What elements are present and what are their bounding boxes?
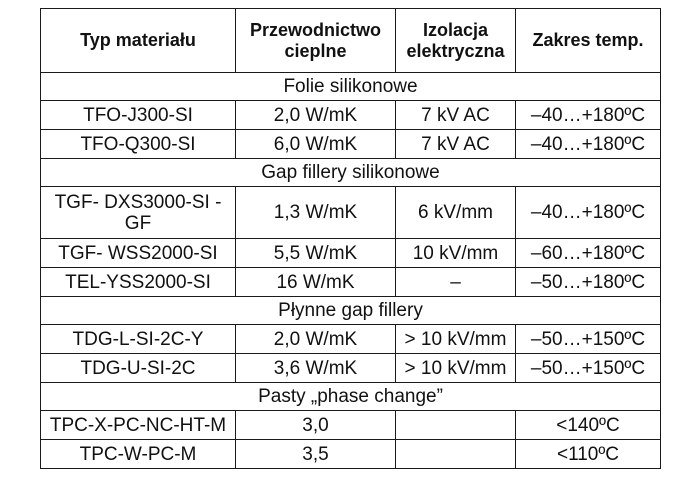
cell-temp-range: –60…+180ºC xyxy=(516,239,661,268)
cell-conductivity: 3,6 W/mK xyxy=(236,354,396,383)
header-temperature-range: Zakres temp. xyxy=(516,9,661,73)
table-row xyxy=(41,440,661,469)
cell-material-type: TPC-W-PC-M xyxy=(41,440,236,469)
table-row xyxy=(41,268,661,297)
table-row xyxy=(41,325,661,354)
cell-material-type: TPC-X-PC-NC-HT-M xyxy=(41,411,236,440)
header-thermal-conductivity: Przewodnictwo cieplne xyxy=(236,9,396,73)
cell-material-type: TDG-L-SI-2C-Y xyxy=(41,325,236,354)
cell-conductivity: 6,0 W/mK xyxy=(236,130,396,159)
cell-insulation: 10 kV/mm xyxy=(396,239,516,268)
cell-insulation: 6 kV/mm xyxy=(396,187,516,239)
cell-temp-range: <110ºC xyxy=(516,440,661,469)
cell-insulation: 7 kV AC xyxy=(396,101,516,130)
section-row xyxy=(41,383,661,411)
table-row xyxy=(41,187,661,239)
section-title: Płynne gap fillery xyxy=(41,297,661,325)
section-title: Pasty „phase change” xyxy=(41,383,661,411)
cell-temp-range: –40…+180ºC xyxy=(516,101,661,130)
cell-conductivity: 16 W/mK xyxy=(236,268,396,297)
cell-insulation xyxy=(396,440,516,469)
section-row xyxy=(41,159,661,187)
header-material-type: Typ materiału xyxy=(41,9,236,73)
cell-conductivity: 2,0 W/mK xyxy=(236,101,396,130)
cell-conductivity: 3,0 xyxy=(236,411,396,440)
table-row xyxy=(41,101,661,130)
cell-insulation: > 10 kV/mm xyxy=(396,354,516,383)
cell-conductivity: 3,5 xyxy=(236,440,396,469)
cell-conductivity: 5,5 W/mK xyxy=(236,239,396,268)
cell-insulation: – xyxy=(396,268,516,297)
cell-insulation: > 10 kV/mm xyxy=(396,325,516,354)
cell-material-type: TGF- WSS2000-SI xyxy=(41,239,236,268)
cell-temp-range: –40…+180ºC xyxy=(516,187,661,239)
materials-table xyxy=(40,8,661,469)
cell-material-type: TFO-J300-SI xyxy=(41,101,236,130)
cell-conductivity: 1,3 W/mK xyxy=(236,187,396,239)
cell-material-type: TGF- DXS3000-SI -GF xyxy=(41,187,236,239)
table-row xyxy=(41,411,661,440)
cell-temp-range: –40…+180ºC xyxy=(516,130,661,159)
section-title: Folie silikonowe xyxy=(41,73,661,101)
section-row xyxy=(41,297,661,325)
header-electrical-insulation: Izolacja elektryczna xyxy=(396,9,516,73)
cell-material-type: TFO-Q300-SI xyxy=(41,130,236,159)
cell-temp-range: –50…+150ºC xyxy=(516,354,661,383)
section-row xyxy=(41,73,661,101)
cell-conductivity: 2,0 W/mK xyxy=(236,325,396,354)
table-row xyxy=(41,354,661,383)
cell-material-type: TEL-YSS2000-SI xyxy=(41,268,236,297)
table-row xyxy=(41,130,661,159)
header-row xyxy=(41,9,661,73)
cell-temp-range: –50…+150ºC xyxy=(516,325,661,354)
section-title: Gap fillery silikonowe xyxy=(41,159,661,187)
table-row xyxy=(41,239,661,268)
cell-temp-range: –50…+180ºC xyxy=(516,268,661,297)
cell-temp-range: <140ºC xyxy=(516,411,661,440)
cell-insulation xyxy=(396,411,516,440)
cell-material-type: TDG-U-SI-2C xyxy=(41,354,236,383)
cell-insulation: 7 kV AC xyxy=(396,130,516,159)
